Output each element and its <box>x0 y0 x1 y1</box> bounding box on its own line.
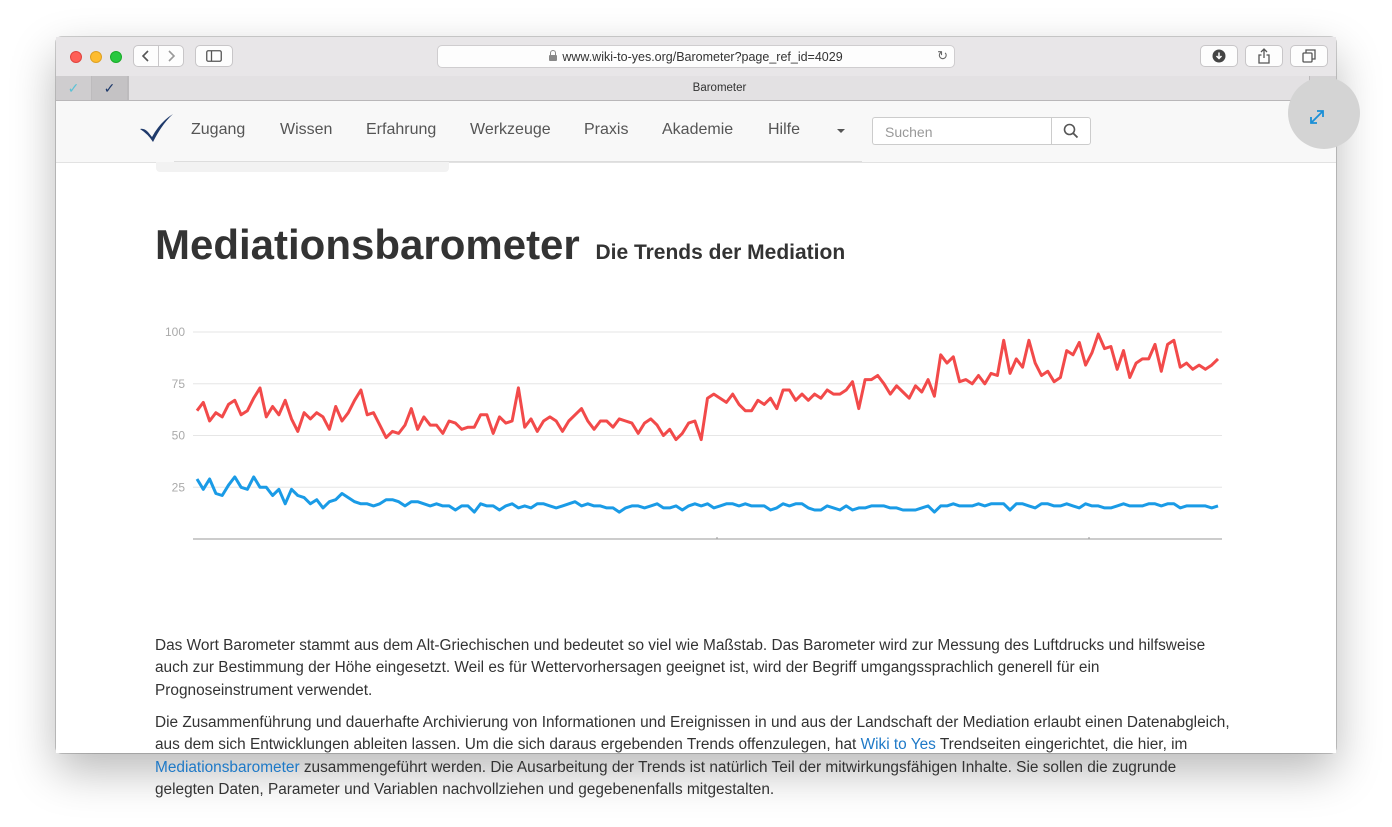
description-text-3: zusammengeführt werden. Die Ausarbeitung der Trends ist natürlich Teil der mitwirkungsfähigen Inhalte. Sie sollen die zugrunde gelegten Daten, Parameter und Variablen nachvollziehen und gegebenenfalls mitgestalten. <box>155 758 1177 798</box>
browser-toolbar <box>56 37 1336 77</box>
zoom-window-button[interactable] <box>110 51 122 63</box>
search-icon <box>1063 123 1079 139</box>
nav-werkzeuge[interactable]: Werkzeuge <box>470 121 551 138</box>
search-button[interactable] <box>1051 117 1091 145</box>
back-button[interactable] <box>133 45 159 67</box>
y-tick-label: 50 <box>171 428 185 443</box>
nav-zugang[interactable]: Zugang <box>191 121 246 138</box>
tab-bar <box>56 76 1336 101</box>
nav-praxis[interactable]: Praxis <box>584 121 629 138</box>
close-window-button[interactable] <box>70 51 82 63</box>
pinned-tab-1[interactable]: ✓ <box>56 76 92 100</box>
more-dropdown-caret-icon[interactable] <box>837 129 845 133</box>
expand-arrows-icon <box>1308 108 1326 126</box>
chevron-left-icon <box>141 49 151 63</box>
description-text-1: Die Zusammenführung und dauerhafte Archivierung von Informationen und Ereignissen in und aus der Landschaft der Mediation erlaubt einen Datenabgleich, aus dem sich Entwicklungen ableiten lassen. Um die sich daraus ergebenden Trends offenzulegen, hat <box>155 714 1230 754</box>
chart-series <box>197 334 1218 512</box>
wiki-to-yes-link[interactable]: Wiki to Yes <box>860 736 936 754</box>
sidebar-icon <box>206 50 222 62</box>
intro-paragraph: Das Wort Barometer stammt aus dem Alt-Griechischen und bedeutet so viel wie Maßstab. Das Barometer wird zur Messung des Luftdrucks und hilfsweise auch zur Bestimmung der Höhe eingesetzt. Weil es für Wettervorhersagen geeignet ist, wird der Begriff umgangssprachlich generell für ein Prognoseinstrument verwendet. <box>155 637 1206 699</box>
chart-y-ticks <box>165 325 185 494</box>
share-button[interactable] <box>1245 45 1283 67</box>
description-text-2: Trendseiten eingerichtet, die hier, im <box>935 736 1188 754</box>
search-box <box>872 117 1052 145</box>
mediationsbarometer-link[interactable]: Mediationsbarometer <box>155 758 300 776</box>
search-input[interactable] <box>883 123 1047 141</box>
lock-icon <box>549 55 557 61</box>
series-line-red <box>197 334 1218 440</box>
share-icon <box>1257 48 1271 64</box>
downloads-button[interactable] <box>1200 45 1238 67</box>
description-paragraph <box>155 712 1233 801</box>
y-tick-label: 25 <box>171 480 185 495</box>
series-line-blue <box>197 477 1218 512</box>
page-title <box>155 221 845 269</box>
sidebar-toggle-button[interactable] <box>195 45 233 67</box>
nav-erfahrung[interactable]: Erfahrung <box>366 121 437 138</box>
url-text: www.wiki-to-yes.org/Barometer?page_ref_id=4029 <box>562 50 843 64</box>
nav-wissen[interactable]: Wissen <box>280 121 333 138</box>
nav-hilfe[interactable]: Hilfe <box>768 121 801 138</box>
nav-akademie[interactable]: Akademie <box>662 121 734 138</box>
tabs-icon <box>1302 49 1316 63</box>
forward-button[interactable] <box>158 45 184 67</box>
chevron-right-icon <box>166 49 176 63</box>
wiki-to-yes-logo[interactable] <box>138 112 174 144</box>
tab-overview-button[interactable] <box>1290 45 1328 67</box>
minimize-window-button[interactable] <box>90 51 102 63</box>
fullscreen-toggle-button[interactable] <box>1288 77 1360 149</box>
site-navbar <box>56 101 1336 163</box>
y-tick-label: 100 <box>164 325 185 339</box>
download-icon <box>1212 49 1226 63</box>
chart-grid <box>193 332 1222 539</box>
reload-icon[interactable]: ↻ <box>937 48 948 63</box>
page-subtitle: Die Trends der Mediation <box>595 241 846 264</box>
y-tick-label: 75 <box>171 376 185 391</box>
page-content <box>56 101 1336 798</box>
browser-window <box>56 37 1336 798</box>
active-tab[interactable]: Barometer <box>128 76 1310 100</box>
nav-dropdown-edge <box>156 162 449 172</box>
address-bar[interactable] <box>437 45 955 68</box>
pinned-tab-2[interactable]: ✓ <box>92 76 128 100</box>
page-title-text: Mediationsbarometer <box>155 221 580 268</box>
trend-chart <box>156 321 1236 561</box>
